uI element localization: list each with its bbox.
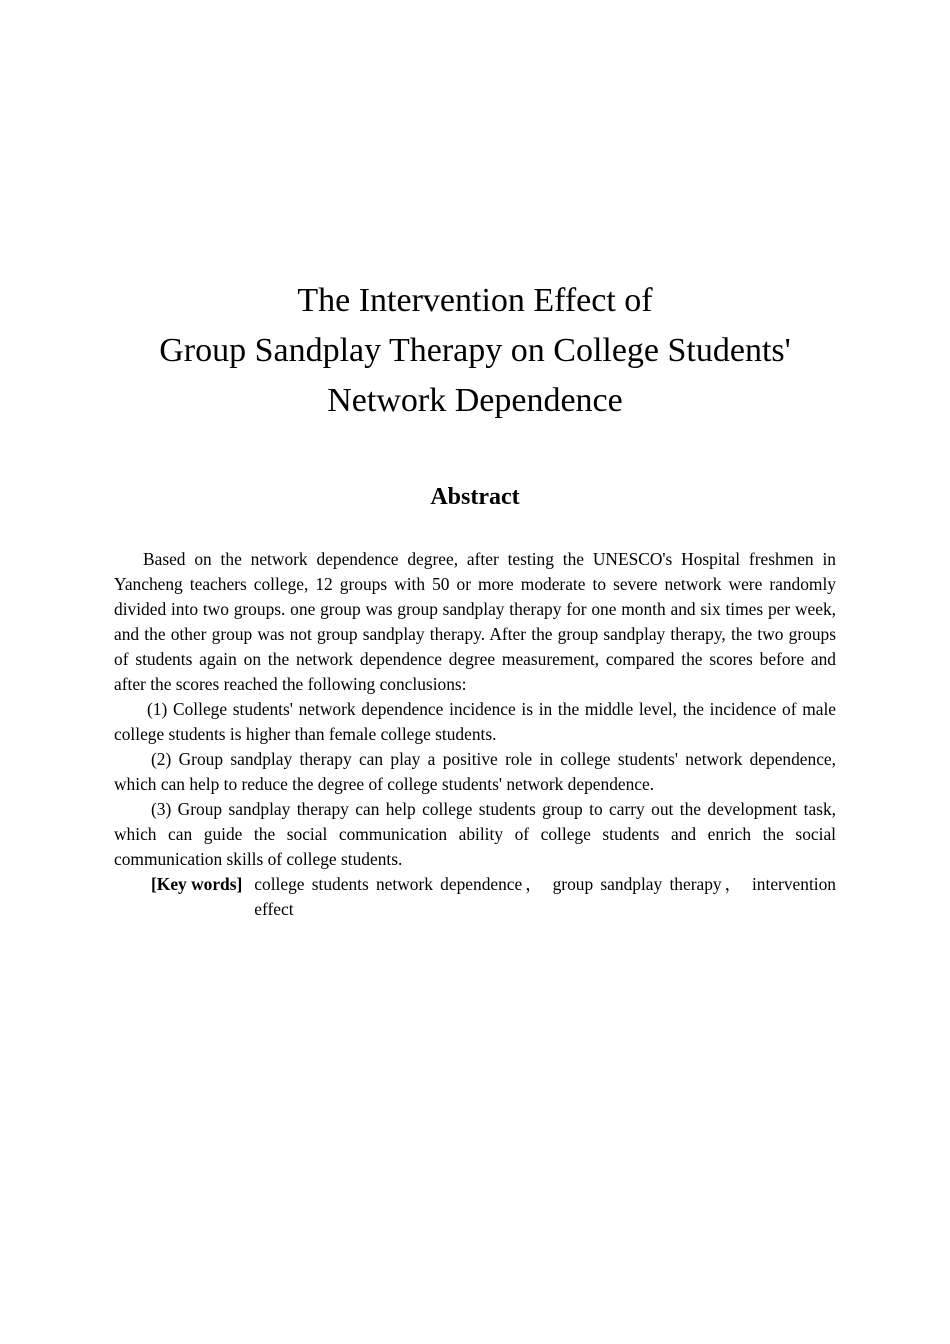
keywords-label: [Key words] [151,874,243,894]
title-line-2: Group Sandplay Therapy on College Students' [159,332,791,369]
conclusion-2: (2) Group sandplay therapy can play a positive role in college students' network dependence, which can help to reduce the degree of college students' network dependence. [114,749,836,794]
title-line-3: Network Dependence [327,382,623,419]
abstract-paragraph: Based on the network dependence degree, after testing the UNESCO's Hospital freshmen in Yancheng teachers college, 12 groups with 50 or more moderate to severe network were randomly divided into two groups. one group was group sandplay therapy for one month and six times per week, and the other group was not group sandplay therapy. After the group sandplay therapy, the two groups of students again on the network dependence degree measurement, compared the scores before and after the scores reached the following conclusions: [114,549,836,694]
keywords-text: college students network dependence， group sandplay therapy， intervention effect [254,874,836,919]
abstract-body [114,547,836,922]
conclusion-1: (1) College students' network dependence incidence is in the middle level, the incidence of male college students is higher than female college students. [114,699,836,744]
document-title [100,276,850,426]
title-line-1: The Intervention Effect of [297,282,653,319]
abstract-heading: Abstract [430,484,520,510]
conclusion-3: (3) Group sandplay therapy can help college students group to carry out the development task, which can guide the social communication ability of college students and enrich the social communication skills of college students. [114,799,836,869]
keywords [151,872,836,922]
